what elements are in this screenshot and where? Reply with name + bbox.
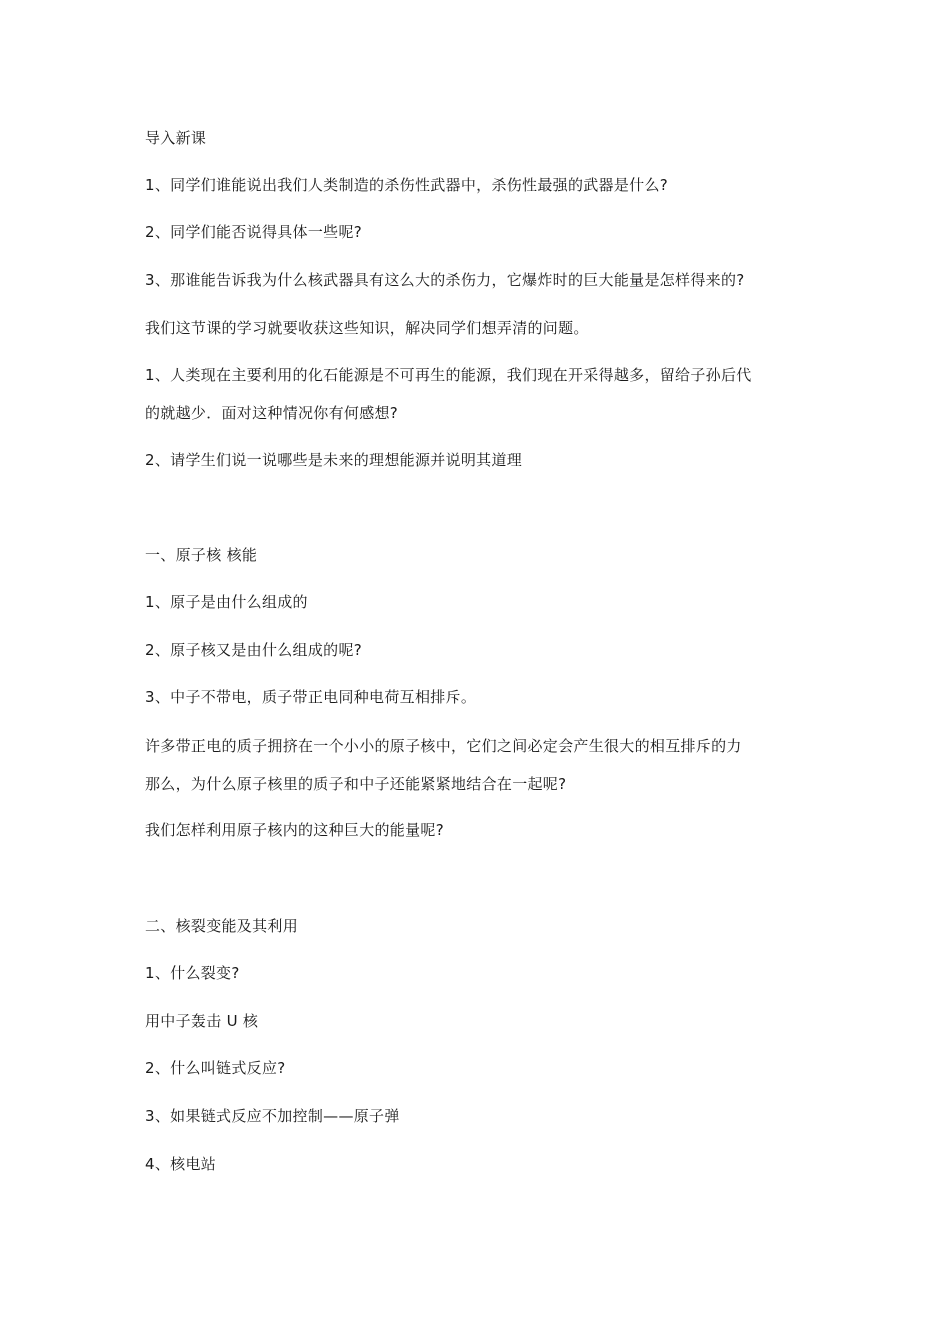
intro-question-1: 1、同学们谁能说出我们人类制造的杀伤性武器中，杀伤性最强的武器是什么?: [145, 176, 669, 194]
section-2-item-2: 2、什么叫链式反应?: [145, 1059, 286, 1077]
intro-paragraph-2: 2、请学生们说一说哪些是未来的理想能源并说明其道理: [145, 451, 523, 469]
intro-paragraph-1-line-1: 1、人类现在主要利用的化石能源是不可再生的能源，我们现在开采得越多，留给子孙后代: [145, 366, 752, 384]
intro-statement: 我们这节课的学习就要收获这些知识，解决同学们想弄清的问题。: [145, 319, 589, 337]
section-1-heading: 一、原子核 核能: [145, 546, 258, 564]
intro-question-3: 3、那谁能告诉我为什么核武器具有这么大的杀伤力，它爆炸时的巨大能量是怎样得来的?: [145, 271, 745, 289]
section-2-item-3: 3、如果链式反应不加控制——原子弹: [145, 1107, 400, 1125]
intro-heading: 导入新课: [145, 129, 207, 147]
intro-question-2: 2、同学们能否说得具体一些呢?: [145, 223, 363, 241]
section-1-item-3: 3、中子不带电，质子带正电同种电荷互相排斥。: [145, 688, 477, 706]
section-1-question: 我们怎样利用原子核内的这种巨大的能量呢?: [145, 821, 444, 839]
section-2-item-1-note: 用中子轰击 U 核: [145, 1012, 259, 1030]
section-1-paragraph-line-2: 那么，为什么原子核里的质子和中子还能紧紧地结合在一起呢?: [145, 775, 567, 793]
section-1-paragraph-line-1: 许多带正电的质子拥挤在一个小小的原子核中，它们之间必定会产生很大的相互排斥的力: [145, 737, 742, 755]
intro-paragraph-1-line-2: 的就越少．面对这种情况你有何感想?: [145, 404, 399, 422]
section-2-item-4: 4、核电站: [145, 1155, 217, 1173]
section-1-item-2: 2、原子核又是由什么组成的呢?: [145, 641, 363, 659]
section-2-item-1: 1、什么裂变?: [145, 964, 240, 982]
section-1-item-1: 1、原子是由什么组成的: [145, 593, 308, 611]
section-2-heading: 二、核裂变能及其利用: [145, 917, 299, 935]
